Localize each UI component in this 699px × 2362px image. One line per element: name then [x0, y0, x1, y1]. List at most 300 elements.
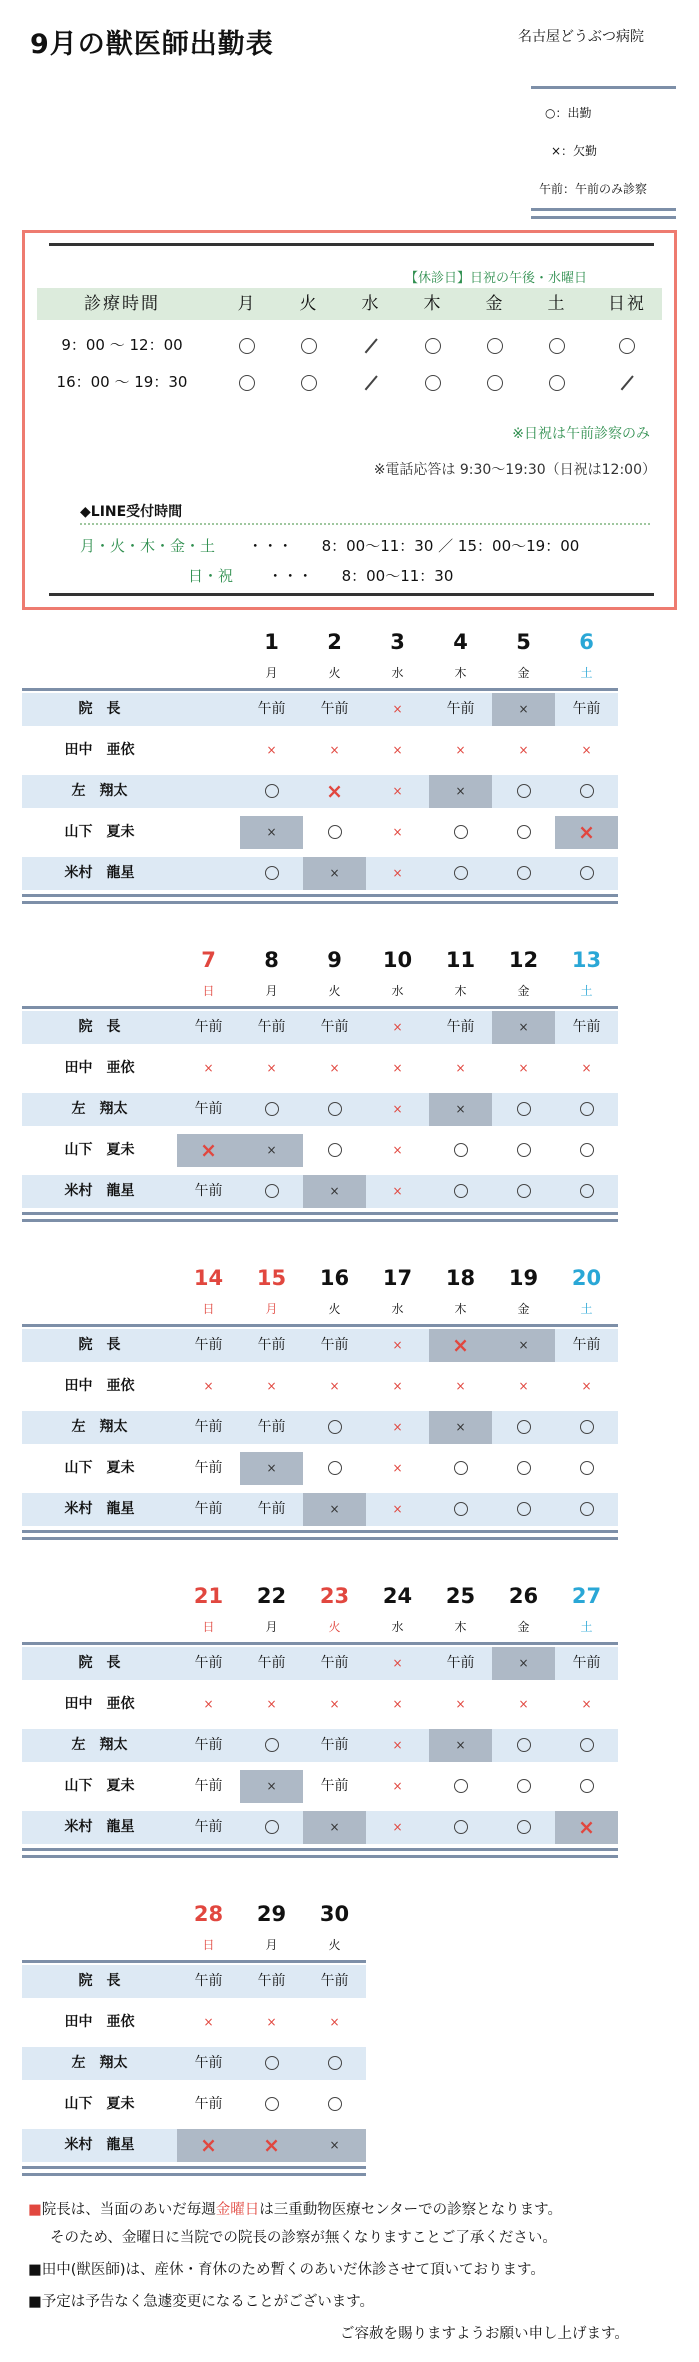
table-rule — [22, 1006, 618, 1009]
phone-note: ※電話応答は 9:30～19:30（日祝は12:00） — [373, 462, 656, 478]
doctor-name: 田中 亜依 — [64, 742, 135, 758]
morning-cell: 午前 — [194, 1419, 223, 1435]
doctor-name: 院 長 — [78, 1655, 121, 1671]
morning-cell: 午前 — [320, 1737, 349, 1753]
circle-icon — [580, 1738, 594, 1752]
cross-icon: × — [392, 1338, 403, 1352]
cross-icon: × — [329, 866, 340, 880]
cross-icon: × — [518, 743, 529, 757]
cross-icon: × — [392, 743, 403, 757]
doctor-name: 左 翔太 — [71, 2055, 128, 2071]
absent-cell — [429, 1370, 492, 1403]
day-number: 21 — [193, 1584, 224, 1608]
absent-cell — [429, 775, 492, 808]
day-number: 22 — [256, 1584, 287, 1608]
cross-icon: × — [455, 1379, 466, 1393]
cross-icon: × — [329, 1502, 340, 1516]
day-number: 29 — [256, 1902, 287, 1926]
day-of-week: 月 — [265, 984, 278, 998]
morning-cell: 午前 — [257, 1019, 286, 1035]
day-of-week: 火 — [328, 1938, 341, 1952]
dotted-divider — [80, 523, 650, 525]
line-row-time: 8：00～11：30 — [341, 567, 454, 585]
doctor-name: 田中 亜依 — [64, 1060, 135, 1076]
absent-cell — [303, 1688, 366, 1721]
doctor-row — [22, 1811, 618, 1844]
line-row-days: 月・火・木・金・土 — [80, 537, 216, 555]
circle-icon — [239, 338, 255, 354]
present-cell — [555, 1770, 618, 1803]
absent-cell — [366, 1647, 429, 1680]
doctor-row — [22, 2047, 366, 2080]
absent-cell — [366, 1370, 429, 1403]
morning-cell: 午前 — [257, 1655, 286, 1671]
absent-cell — [492, 1688, 555, 1721]
doctor-row — [22, 1011, 618, 1044]
absent-cell — [366, 1770, 429, 1803]
morning-cell: 午前 — [320, 1019, 349, 1035]
present-cell — [240, 2088, 303, 2121]
circle-icon — [517, 1420, 531, 1434]
cross-icon: × — [263, 2133, 280, 2157]
morning-cell: 午前 — [194, 1460, 223, 1476]
day-of-week: 金 — [517, 984, 530, 998]
table-rule — [22, 688, 618, 691]
day-number: 3 — [390, 630, 405, 654]
circle-icon — [328, 825, 342, 839]
present-cell — [303, 1411, 366, 1444]
circle-icon — [549, 375, 565, 391]
circle-icon — [265, 784, 279, 798]
cross-icon: × — [329, 1184, 340, 1198]
present-cell — [492, 775, 555, 808]
doctor-name: 山下 夏未 — [64, 1142, 135, 1158]
absent-cell — [177, 1134, 240, 1167]
absent-cell — [366, 734, 429, 767]
open-mark — [413, 367, 453, 397]
absent-cell — [240, 734, 303, 767]
footer-line: ■田中(獣医師)は、産休・育休のため暫くのあいだ休診させて頂いております。 — [28, 2262, 545, 2278]
cross-icon: × — [329, 1379, 340, 1393]
absent-cell — [492, 1011, 555, 1044]
day-number: 10 — [382, 948, 413, 972]
day-of-week: 木 — [454, 1620, 467, 1634]
morning-cell: 午前 — [572, 1655, 601, 1671]
cross-icon: × — [203, 2015, 214, 2029]
absent-cell — [492, 734, 555, 767]
morning-cell: 午前 — [446, 1655, 475, 1671]
circle-icon — [454, 1461, 468, 1475]
circle-icon — [301, 375, 317, 391]
cross-icon: × — [266, 1779, 277, 1793]
absent-cell — [303, 1493, 366, 1526]
table-rule — [22, 2166, 366, 2169]
present-cell — [555, 1175, 618, 1208]
table-rule — [22, 1212, 618, 1215]
present-cell — [240, 857, 303, 890]
present-cell — [429, 1770, 492, 1803]
absent-cell — [429, 1688, 492, 1721]
legend-present: ○：出勤 — [545, 106, 592, 120]
doctor-name: 田中 亜依 — [64, 1696, 135, 1712]
absent-cell — [366, 1811, 429, 1844]
day-number: 17 — [382, 1266, 413, 1290]
cross-icon: × — [392, 1656, 403, 1670]
day-of-week: 土 — [580, 984, 593, 998]
absent-cell — [366, 1011, 429, 1044]
absent-cell — [366, 857, 429, 890]
day-number: 14 — [193, 1266, 224, 1290]
cross-icon: × — [266, 1697, 277, 1711]
doctor-name: 米村 龍星 — [64, 2137, 135, 2153]
hours-row — [37, 367, 662, 397]
circle-icon — [328, 2056, 342, 2070]
closed-mark — [351, 330, 391, 360]
day-number: 20 — [571, 1266, 602, 1290]
circle-icon — [487, 338, 503, 354]
table-rule — [22, 1537, 618, 1540]
circle-icon — [580, 866, 594, 880]
circle-icon — [265, 1102, 279, 1116]
morning-cell: 午前 — [194, 1737, 223, 1753]
table-rule — [22, 1960, 366, 1963]
absent-cell — [240, 2129, 303, 2162]
cross-icon: × — [581, 1379, 592, 1393]
morning-cell: 午前 — [257, 1973, 286, 1989]
circle-icon — [454, 1779, 468, 1793]
absent-cell — [240, 1688, 303, 1721]
cross-icon: × — [392, 1697, 403, 1711]
circle-icon — [517, 866, 531, 880]
circle-icon — [580, 1461, 594, 1475]
doctor-row — [22, 1175, 618, 1208]
circle-icon — [265, 1184, 279, 1198]
morning-cell: 午前 — [257, 1337, 286, 1353]
hours-header-cell: 木 — [423, 294, 443, 314]
day-number: 9 — [327, 948, 342, 972]
cross-icon: × — [518, 1656, 529, 1670]
cross-icon: × — [392, 1820, 403, 1834]
hours-row — [37, 330, 662, 360]
present-cell — [492, 1493, 555, 1526]
day-of-week: 日 — [202, 984, 215, 998]
cross-icon: × — [203, 1697, 214, 1711]
circle-icon — [265, 1820, 279, 1834]
circle-icon — [580, 1184, 594, 1198]
open-mark — [289, 330, 329, 360]
absent-cell — [366, 1411, 429, 1444]
present-cell — [303, 1093, 366, 1126]
circle-icon — [454, 1502, 468, 1516]
absent-cell — [555, 1370, 618, 1403]
absent-cell — [492, 1647, 555, 1680]
doctor-row — [22, 857, 618, 890]
cross-icon: × — [518, 1338, 529, 1352]
circle-icon — [265, 2056, 279, 2070]
footer-highlight: 金曜日 — [215, 2202, 260, 2218]
absent-cell — [429, 1411, 492, 1444]
cross-icon: × — [203, 1379, 214, 1393]
table-rule — [22, 1530, 618, 1533]
circle-icon — [487, 375, 503, 391]
present-cell — [240, 1811, 303, 1844]
day-of-week: 金 — [517, 666, 530, 680]
morning-cell: 午前 — [320, 1337, 349, 1353]
absent-cell — [366, 1134, 429, 1167]
closed-mark — [597, 367, 657, 397]
absent-cell — [492, 1052, 555, 1085]
present-cell — [555, 1452, 618, 1485]
open-mark — [597, 330, 657, 360]
empty-cell — [177, 857, 240, 890]
absent-cell — [303, 1052, 366, 1085]
day-of-week: 火 — [328, 666, 341, 680]
empty-cell — [177, 816, 240, 849]
hours-header-cell: 金 — [485, 294, 505, 314]
present-cell — [429, 1452, 492, 1485]
cross-icon: × — [392, 1420, 403, 1434]
day-number: 19 — [508, 1266, 539, 1290]
morning-cell: 午前 — [320, 701, 349, 717]
cross-icon: × — [329, 2015, 340, 2029]
doctor-row — [22, 1493, 618, 1526]
absent-cell — [366, 775, 429, 808]
day-of-week: 木 — [454, 984, 467, 998]
circle-icon — [454, 1184, 468, 1198]
present-cell — [492, 1093, 555, 1126]
absent-cell — [303, 775, 366, 808]
morning-cell: 午前 — [257, 1501, 286, 1517]
absent-cell — [366, 693, 429, 726]
day-of-week: 水 — [391, 984, 404, 998]
absent-cell — [240, 1770, 303, 1803]
day-number: 8 — [264, 948, 279, 972]
circle-icon — [454, 1143, 468, 1157]
footer-text: 田中(獣医師)は、産休・育休のため暫くのあいだ休診させて頂いております。 — [41, 2262, 545, 2278]
circle-icon — [328, 1102, 342, 1116]
present-cell — [555, 1729, 618, 1762]
morning-cell: 午前 — [194, 1778, 223, 1794]
absent-cell — [240, 816, 303, 849]
absent-cell — [177, 1688, 240, 1721]
doctor-row — [22, 1370, 618, 1403]
day-of-week: 月 — [265, 1620, 278, 1634]
day-of-week: 火 — [328, 984, 341, 998]
box-bottom-rule — [49, 593, 654, 596]
doctor-name: 田中 亜依 — [64, 1378, 135, 1394]
circle-icon — [549, 338, 565, 354]
circle-icon — [517, 1461, 531, 1475]
present-cell — [240, 1175, 303, 1208]
empty-cell — [177, 693, 240, 726]
present-cell — [555, 857, 618, 890]
cross-icon: × — [455, 1420, 466, 1434]
cross-icon: × — [392, 1143, 403, 1157]
cross-icon: × — [329, 1697, 340, 1711]
present-cell — [429, 1134, 492, 1167]
cross-icon: × — [392, 1779, 403, 1793]
absent-cell — [492, 1329, 555, 1362]
cross-icon: × — [200, 1138, 217, 1162]
morning-cell: 午前 — [194, 1501, 223, 1517]
circle-icon — [454, 1820, 468, 1834]
day-of-week: 金 — [517, 1302, 530, 1316]
day-number: 15 — [256, 1266, 287, 1290]
circle-icon — [265, 866, 279, 880]
open-mark — [227, 367, 267, 397]
holiday-note: 【休診日】日祝の午後・水曜日 — [405, 271, 588, 286]
doctor-name: 山下 夏未 — [64, 1460, 135, 1476]
line-row — [80, 535, 579, 556]
circle-icon — [517, 825, 531, 839]
table-rule — [22, 1855, 618, 1858]
cross-icon: × — [578, 820, 595, 844]
morning-cell: 午前 — [194, 1101, 223, 1117]
present-cell — [240, 775, 303, 808]
circle-icon — [517, 1502, 531, 1516]
present-cell — [429, 1811, 492, 1844]
cross-icon: × — [392, 1738, 403, 1752]
circle-icon — [454, 825, 468, 839]
circle-icon — [517, 1820, 531, 1834]
doctor-name: 院 長 — [78, 1337, 121, 1353]
cross-icon: × — [266, 1379, 277, 1393]
doctor-row — [22, 1329, 618, 1362]
doctor-name: 院 長 — [78, 1973, 121, 1989]
hours-header-cell: 月 — [237, 294, 257, 314]
present-cell — [492, 857, 555, 890]
cross-icon: × — [392, 1461, 403, 1475]
circle-icon — [517, 1779, 531, 1793]
table-rule — [22, 1848, 618, 1851]
footer-text: 院長は、当面のあいだ毎週 — [41, 2202, 216, 2218]
doctor-name: 米村 龍星 — [64, 865, 135, 881]
day-number: 25 — [445, 1584, 476, 1608]
open-mark — [537, 330, 577, 360]
slash-icon — [621, 375, 634, 390]
clinic-hours-box — [22, 230, 677, 610]
present-cell — [555, 1134, 618, 1167]
doctor-name: 米村 龍星 — [64, 1819, 135, 1835]
absent-cell — [429, 734, 492, 767]
day-number: 13 — [571, 948, 602, 972]
doctor-row — [22, 2088, 366, 2121]
open-mark — [227, 330, 267, 360]
doctor-row — [22, 1647, 618, 1680]
empty-cell — [177, 775, 240, 808]
circle-icon — [517, 784, 531, 798]
cross-icon: × — [455, 1102, 466, 1116]
day-of-week: 日 — [202, 1620, 215, 1634]
day-of-week: 土 — [580, 666, 593, 680]
present-cell — [492, 1452, 555, 1485]
absent-cell — [429, 1093, 492, 1126]
circle-icon — [328, 2097, 342, 2111]
day-of-week: 水 — [391, 1620, 404, 1634]
doctor-row — [22, 693, 618, 726]
hours-header — [37, 288, 662, 320]
line-row — [188, 565, 453, 586]
day-of-week: 月 — [265, 1938, 278, 1952]
day-number: 12 — [508, 948, 539, 972]
circle-icon — [580, 784, 594, 798]
legend — [531, 86, 676, 222]
slash-icon — [365, 338, 378, 353]
cross-icon: × — [326, 779, 343, 803]
circle-icon — [454, 866, 468, 880]
circle-icon — [425, 375, 441, 391]
table-rule — [22, 1219, 618, 1222]
morning-cell: 午前 — [194, 1819, 223, 1835]
doctor-row — [22, 1770, 618, 1803]
day-number: 23 — [319, 1584, 350, 1608]
doctor-row — [22, 1965, 366, 1998]
circle-icon — [301, 338, 317, 354]
cross-icon: × — [266, 743, 277, 757]
footer-line: そのため、金曜日に当院での院長の診察が無くなりますことご了承ください。 — [50, 2230, 557, 2246]
doctor-row — [22, 1134, 618, 1167]
cross-icon: × — [392, 1020, 403, 1034]
hours-header-cell: 診療時間 — [84, 294, 160, 314]
present-cell — [492, 1175, 555, 1208]
day-of-week: 土 — [580, 1302, 593, 1316]
present-cell — [429, 816, 492, 849]
cross-icon: × — [452, 1333, 469, 1357]
present-cell — [429, 1175, 492, 1208]
circle-icon — [239, 375, 255, 391]
circle-icon — [517, 1143, 531, 1157]
day-of-week: 木 — [454, 666, 467, 680]
cross-icon: × — [329, 1061, 340, 1075]
table-rule — [22, 1324, 618, 1327]
absent-cell — [303, 1811, 366, 1844]
present-cell — [303, 816, 366, 849]
cross-icon: × — [392, 1102, 403, 1116]
doctor-row — [22, 1452, 618, 1485]
cross-icon: × — [392, 1184, 403, 1198]
doctor-row — [22, 2006, 366, 2039]
cross-icon: × — [329, 743, 340, 757]
doctor-row — [22, 2129, 366, 2162]
morning-cell: 午前 — [572, 1019, 601, 1035]
circle-icon — [580, 1143, 594, 1157]
table-rule — [22, 901, 618, 904]
doctor-row — [22, 816, 618, 849]
cross-icon: × — [518, 702, 529, 716]
absent-cell — [366, 1452, 429, 1485]
day-of-week: 水 — [391, 1302, 404, 1316]
cross-icon: × — [200, 2133, 217, 2157]
morning-cell: 午前 — [257, 1419, 286, 1435]
hours-header-cell: 日祝 — [608, 294, 646, 314]
doctor-name: 山下 夏未 — [64, 2096, 135, 2112]
line-row-dots: ・・・ — [267, 567, 313, 585]
present-cell — [240, 1093, 303, 1126]
absent-cell — [366, 816, 429, 849]
day-number: 5 — [516, 630, 531, 654]
cross-icon: × — [581, 1061, 592, 1075]
absent-cell — [240, 1134, 303, 1167]
open-mark — [537, 367, 577, 397]
day-of-week: 月 — [265, 1302, 278, 1316]
legend-divider — [531, 216, 676, 219]
absent-cell — [366, 1175, 429, 1208]
present-cell — [303, 2088, 366, 2121]
cross-icon: × — [455, 1061, 466, 1075]
footer-text: は三重動物医療センターでの診察となります。 — [259, 2202, 562, 2218]
cross-icon: × — [392, 1061, 403, 1075]
morning-cell: 午前 — [320, 1778, 349, 1794]
